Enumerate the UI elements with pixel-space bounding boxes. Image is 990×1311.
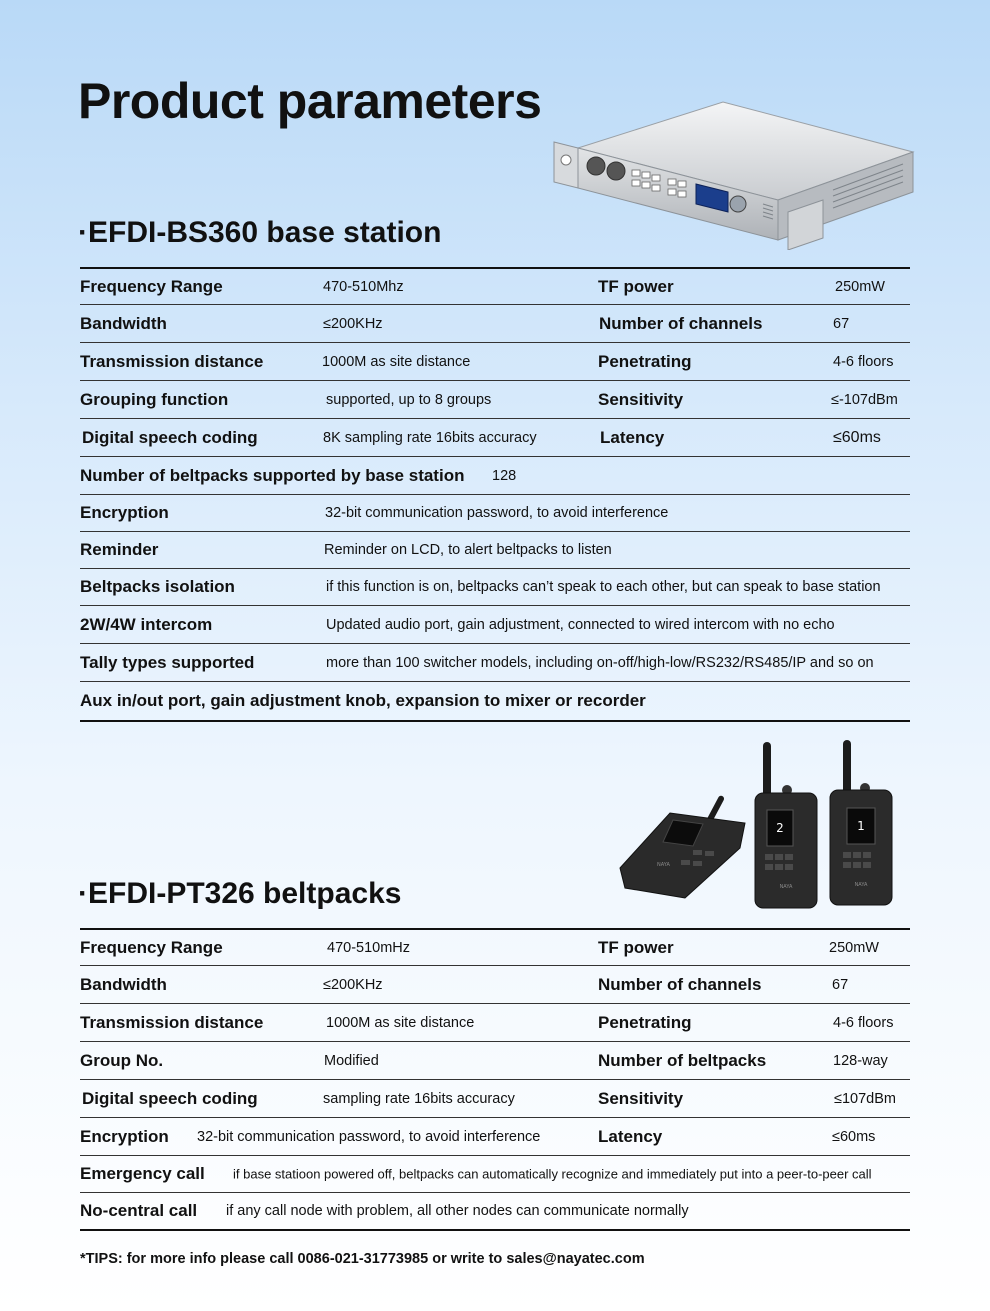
spec-label: Frequency Range bbox=[80, 937, 223, 957]
spec-label: Sensitivity bbox=[598, 389, 684, 409]
base-station-image bbox=[548, 100, 918, 250]
spec-row bbox=[80, 1042, 910, 1080]
spec-label: Reminder bbox=[80, 540, 159, 559]
spec-label: Bandwidth bbox=[80, 313, 167, 333]
spec-label: No-central call bbox=[80, 1201, 198, 1220]
spec-value: supported, up to 8 groups bbox=[326, 391, 492, 408]
spec-label: Penetrating bbox=[598, 1012, 692, 1032]
spec-label: Number of beltpacks bbox=[598, 1050, 767, 1070]
brand-mark: NAYA bbox=[657, 862, 670, 868]
spec-value: 1000M as site distance bbox=[326, 1014, 475, 1031]
spec-value: ≤-107dBm bbox=[831, 391, 898, 408]
spec-label: Tally types supported bbox=[80, 652, 255, 672]
spec-row bbox=[80, 381, 910, 419]
spec-value: if any call node with problem, all other nodes can communicate normally bbox=[226, 1203, 689, 1219]
spec-value: 250mW bbox=[835, 278, 885, 295]
spec-row bbox=[80, 343, 910, 381]
spec-label: Emergency call bbox=[80, 1164, 205, 1183]
spec-row bbox=[80, 1193, 910, 1231]
spec-value: Modified bbox=[324, 1052, 379, 1069]
base-station-section-title: ·EFDI-BS360 base station bbox=[78, 216, 442, 249]
spec-value: 8K sampling rate 16bits accuracy bbox=[323, 429, 537, 446]
spec-label: Sensitivity bbox=[598, 1088, 684, 1108]
spec-label: Number of beltpacks supported by base station bbox=[80, 465, 465, 485]
base-station-spec-table bbox=[80, 267, 910, 722]
spec-label: TF power bbox=[598, 937, 674, 957]
spec-value: if base statioon powered off, beltpacks can automatically recognize and immediately put into a peer-to-peer call bbox=[233, 1166, 872, 1182]
spec-row bbox=[80, 419, 910, 457]
spec-value: ≤60ms bbox=[833, 428, 881, 446]
spec-label: Beltpacks isolation bbox=[80, 577, 235, 596]
spec-label: Frequency Range bbox=[80, 276, 223, 296]
spec-label: Transmission distance bbox=[80, 1012, 264, 1032]
page-title: Product parameters bbox=[78, 73, 542, 129]
screen-number: 2 bbox=[776, 821, 784, 835]
aux-row-text: Aux in/out port, gain adjustment knob, expansion to mixer or recorder bbox=[80, 691, 646, 710]
spec-row bbox=[80, 495, 910, 532]
contact-tips: *TIPS: for more info please call 0086-021-31773985 or write to sales@nayatec.com bbox=[80, 1251, 645, 1267]
spec-value: 1000M as site distance bbox=[322, 353, 471, 370]
spec-value: 32-bit communication password, to avoid interference bbox=[325, 505, 669, 521]
spec-value: ≤107dBm bbox=[834, 1090, 896, 1107]
spec-label: Bandwidth bbox=[80, 974, 167, 994]
spec-value: 67 bbox=[832, 976, 849, 993]
spec-row bbox=[80, 305, 910, 343]
spec-row bbox=[80, 606, 910, 644]
spec-value: ≤60ms bbox=[832, 1128, 876, 1145]
spec-row bbox=[80, 1156, 910, 1193]
brand-mark: NAYA bbox=[854, 882, 868, 888]
spec-label: Digital speech coding bbox=[82, 1088, 258, 1108]
spec-row bbox=[80, 928, 910, 966]
spec-value: 4-6 floors bbox=[833, 1014, 894, 1031]
spec-value: 4-6 floors bbox=[833, 353, 894, 370]
spec-value: ≤200KHz bbox=[323, 315, 383, 332]
spec-label: Penetrating bbox=[598, 351, 692, 371]
spec-label: 2W/4W intercom bbox=[80, 614, 213, 634]
spec-value: more than 100 switcher models, including on-off/high-low/RS232/RS485/IP and so on bbox=[326, 654, 874, 671]
spec-value: ≤200KHz bbox=[323, 976, 383, 993]
spec-row bbox=[80, 1118, 910, 1156]
spec-value: 128-way bbox=[833, 1052, 888, 1069]
spec-row bbox=[80, 644, 910, 682]
spec-value: if this function is on, beltpacks can’t speak to each other, but can speak to base station bbox=[326, 579, 881, 595]
spec-value: Updated audio port, gain adjustment, connected to wired intercom with no echo bbox=[326, 616, 835, 633]
spec-label: Encryption bbox=[80, 503, 169, 522]
spec-row bbox=[80, 267, 910, 305]
spec-value: Reminder on LCD, to alert beltpacks to listen bbox=[324, 542, 612, 558]
spec-label: Encryption bbox=[80, 1126, 169, 1146]
spec-label: Latency bbox=[598, 1126, 663, 1146]
spec-row bbox=[80, 682, 910, 722]
spec-value: 250mW bbox=[829, 939, 879, 956]
screen-number: 1 bbox=[857, 819, 865, 833]
spec-label: Number of channels bbox=[598, 974, 762, 994]
spec-value: sampling rate 16bits accuracy bbox=[323, 1090, 515, 1107]
spec-value: 32-bit communication password, to avoid interference bbox=[197, 1128, 541, 1145]
spec-label: Grouping function bbox=[80, 389, 229, 409]
spec-row bbox=[80, 569, 910, 606]
spec-label: Transmission distance bbox=[80, 351, 264, 371]
spec-row bbox=[80, 1080, 910, 1118]
beltpacks-section-title: ·EFDI-PT326 beltpacks bbox=[78, 877, 402, 910]
spec-label: Digital speech coding bbox=[82, 427, 258, 447]
spec-row bbox=[80, 457, 910, 495]
spec-value: 128 bbox=[492, 467, 517, 484]
spec-value: 470-510mHz bbox=[327, 939, 411, 956]
spec-label: Group No. bbox=[80, 1050, 164, 1070]
spec-label: TF power bbox=[598, 276, 674, 296]
spec-row bbox=[80, 532, 910, 569]
spec-label: Number of channels bbox=[599, 313, 763, 333]
beltpacks-image bbox=[615, 738, 905, 913]
spec-value: 67 bbox=[833, 315, 850, 332]
spec-value: 470-510Mhz bbox=[323, 278, 404, 295]
spec-label: Latency bbox=[600, 427, 665, 447]
beltpacks-spec-table bbox=[80, 928, 910, 1231]
brand-mark: NAYA bbox=[779, 884, 793, 890]
spec-row bbox=[80, 966, 910, 1004]
spec-row bbox=[80, 1004, 910, 1042]
